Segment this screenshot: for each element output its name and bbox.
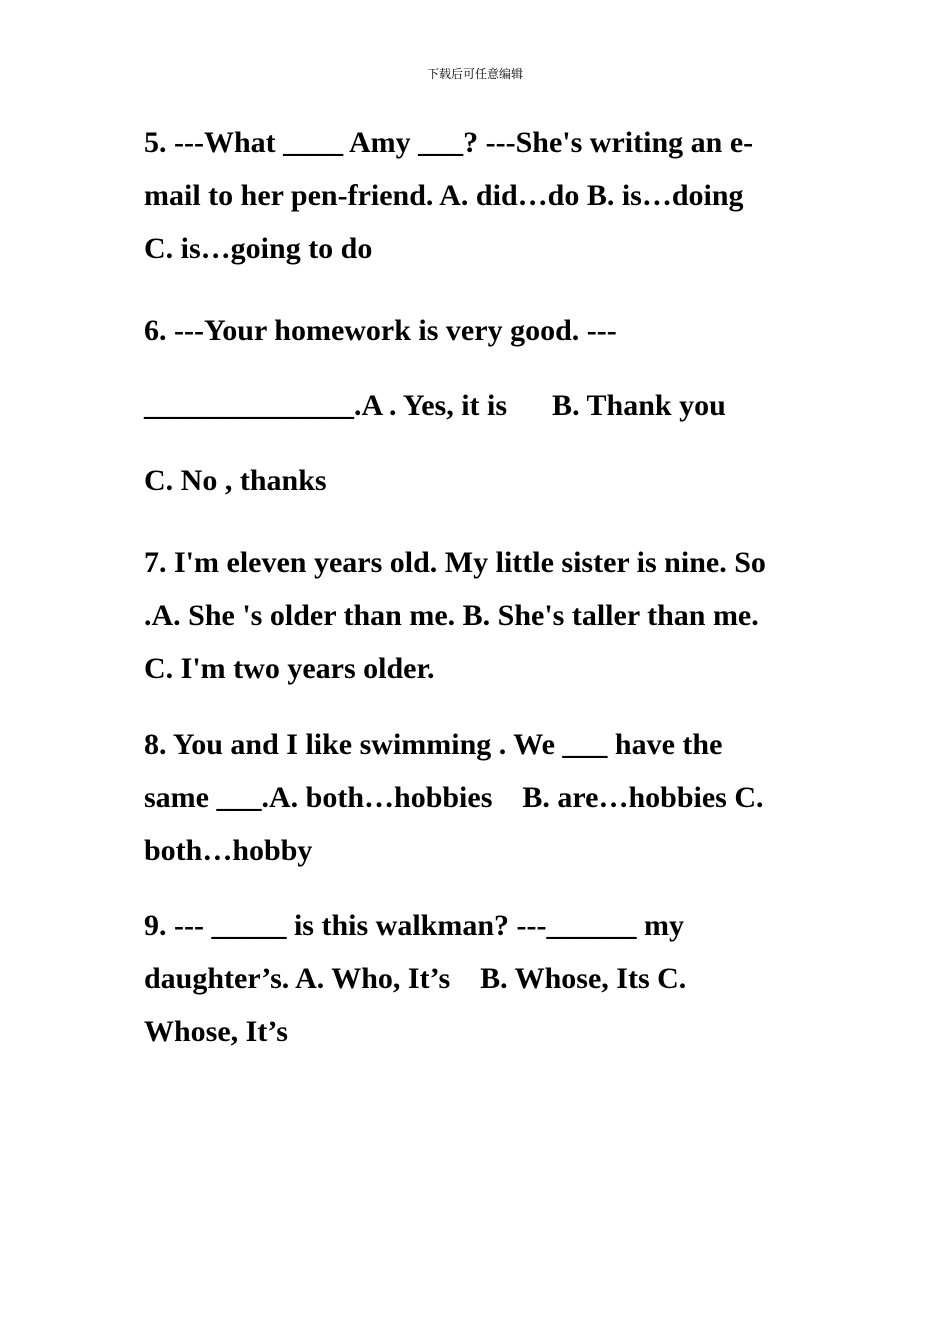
question-9-line-1: 9. --- _____ is this walkman? ---______ my bbox=[144, 909, 684, 942]
question-8 bbox=[144, 718, 824, 877]
question-7-line-2: .A. She 's older than me. B. She's taller than me. bbox=[144, 599, 759, 632]
question-6-line-1: 6. ---Your homework is very good. --- bbox=[144, 314, 617, 347]
question-5 bbox=[144, 116, 824, 275]
question-5-line-3: C. is…going to do bbox=[144, 232, 373, 265]
question-9 bbox=[144, 899, 824, 1058]
question-8-line-2: same ___.A. both…hobbies B. are…hobbies C. bbox=[144, 781, 764, 814]
question-8-line-3: both…hobby bbox=[144, 834, 313, 867]
question-7-line-1: 7. I'm eleven years old. My little sister is nine. So bbox=[144, 546, 766, 579]
question-5-line-1: 5. ---What ____ Amy ___? ---She's writing an e- bbox=[144, 126, 754, 159]
question-7 bbox=[144, 536, 824, 695]
question-6 bbox=[144, 304, 824, 529]
question-9-line-3: Whose, It’s bbox=[144, 1015, 288, 1048]
question-6-line-3: C. No , thanks bbox=[144, 464, 327, 497]
question-5-line-2: mail to her pen-friend. A. did…do B. is…doing bbox=[144, 179, 744, 212]
question-7-line-3: C. I'm two years older. bbox=[144, 652, 435, 685]
page-header: 下载后可任意编辑 bbox=[426, 67, 523, 81]
question-9-line-2: daughter’s. A. Who, It’s B. Whose, Its C. bbox=[144, 962, 687, 995]
question-6-line-2: ______________.A . Yes, it is B. Thank you bbox=[144, 389, 726, 422]
question-8-line-1: 8. You and I like swimming . We ___ have the bbox=[144, 728, 723, 761]
